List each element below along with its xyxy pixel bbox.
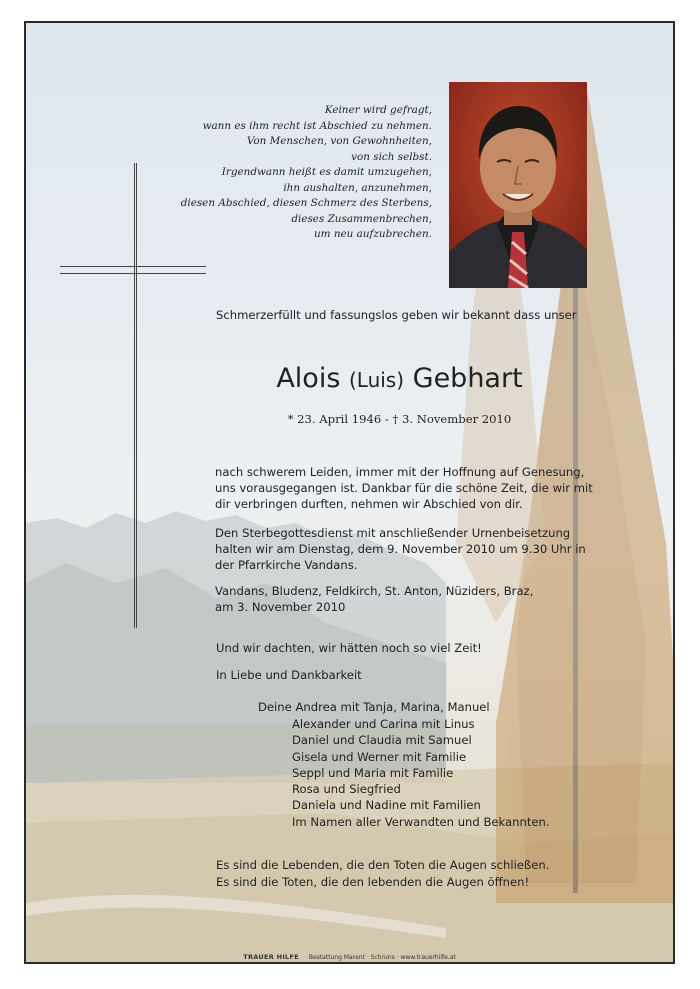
- closing-verse: [216, 857, 549, 890]
- family-member: Im Namen aller Verwandten und Bekannten.: [292, 814, 550, 829]
- verse-line: Von Menschen, von Gewohnheiten,: [246, 135, 432, 147]
- family-member: Daniel und Claudia mit Samuel: [292, 733, 472, 748]
- footer-text: Bestattung Marent · Schruns · www.trauerhilfe.at: [308, 954, 456, 961]
- family-member: Daniela und Nadine mit Familien: [292, 798, 481, 813]
- obituary-card: [24, 21, 675, 964]
- first-name: Alois: [276, 363, 341, 394]
- last-name: Gebhart: [412, 363, 523, 394]
- verse-line: dieses Zusammenbrechen,: [291, 212, 432, 225]
- nickname: (Luis): [348, 368, 405, 392]
- intro-text: Schmerzerfüllt und fassungslos geben wir bekannt dass unser: [216, 308, 577, 322]
- portrait-photo: [449, 82, 587, 288]
- family-member: Rosa und Siegfried: [292, 782, 401, 797]
- family-member: Alexander und Carina mit Linus: [292, 717, 475, 731]
- footer-brand: TRAUER HILFE: [243, 953, 299, 961]
- cross-horizontal-beam: [60, 266, 206, 274]
- family-list: [292, 716, 550, 830]
- verse-line: von sich selbst.: [351, 150, 432, 163]
- paragraph-service: Den Sterbegottesdienst mit anschließender Urnenbeisetzung halten wir am Dienstag, dem 9. November 2010 um 9.30 Uhr in der Pfarrkirche Vandans.: [215, 526, 586, 572]
- footer: [26, 953, 673, 961]
- verse-line: ihn aushalten, anzunehmen,: [283, 181, 432, 194]
- quote-text: Und wir dachten, wir hätten noch so viel Zeit!: [216, 641, 482, 655]
- cross-vertical-beam: [134, 163, 137, 628]
- verse-line: um neu aufzubrechen.: [313, 228, 432, 240]
- deceased-name: [26, 363, 673, 394]
- places-line: Vandans, Bludenz, Feldkirch, St. Anton, Nüziders, Braz,: [215, 584, 534, 598]
- family-first-line: Deine Andrea mit Tanja, Marina, Manuel: [258, 700, 490, 714]
- family-member: Seppl und Maria mit Familie: [292, 765, 454, 780]
- date-line: am 3. November 2010: [215, 600, 346, 614]
- love-text: In Liebe und Dankbarkeit: [216, 668, 362, 682]
- life-dates: * 23. April 1946 - † 3. November 2010: [287, 412, 512, 426]
- closing-line: Es sind die Toten, die den lebenden die Augen öffnen!: [216, 874, 530, 889]
- verse: [132, 103, 432, 243]
- verse-line: diesen Abschied, diesen Schmerz des Sterbens,: [180, 197, 432, 209]
- paragraph-places: [215, 583, 605, 615]
- verse-line: Irgendwann heißt es damit umzugehen,: [221, 166, 432, 178]
- closing-line: Es sind die Lebenden, die den Toten die Augen schließen.: [216, 858, 550, 872]
- paragraph-passing: nach schwerem Leiden, immer mit der Hoffnung auf Genesung, uns vorausgegangen ist. Dankbar für die schöne Zeit, die wir mit dir verbringen durften, nehmen wir Abschied von dir.: [215, 465, 593, 511]
- verse-line: wann es ihm recht ist Abschied zu nehmen.: [202, 119, 432, 132]
- verse-line: Keiner wird gefragt,: [324, 104, 432, 116]
- family-member: Gisela und Werner mit Familie: [292, 749, 467, 764]
